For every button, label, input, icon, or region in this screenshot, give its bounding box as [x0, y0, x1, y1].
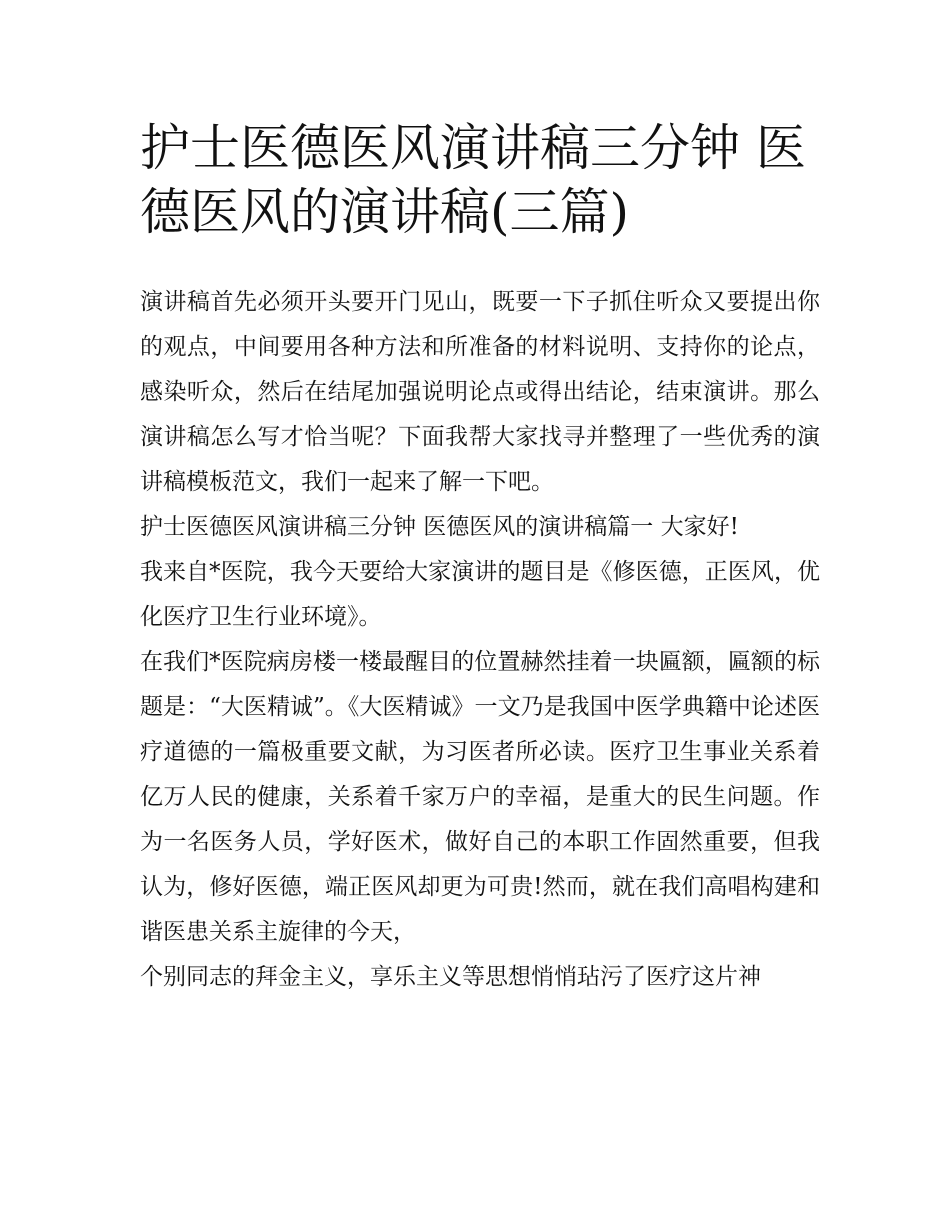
paragraph-hospital-plaque: 在我们*医院病房楼一楼最醒目的位置赫然挂着一块匾额，匾额的标题是：“大医精诚”。《大医精诚》一文乃是我国中医学典籍中论述医疗道德的一篇极重要文献，为习医者所必读。医疗卫生事业关系着亿万人民的健康，关系着千家万户的幸福，是重大的民生问题。作为一名医务人员，学好医术，做好自己的本职工作固然重要，但我认为，修好医德，端正医风却更为可贵!然而，就在我们高唱构建和谐医患关系主旋律的今天，	[140, 649, 820, 945]
paragraph-continuation: 个别同志的拜金主义，享乐主义等思想悄悄玷污了医疗这片神	[140, 964, 761, 990]
document-title: 护士医德医风演讲稿三分钟 医德医风的演讲稿(三篇)	[140, 119, 806, 241]
document-body	[140, 280, 820, 1000]
paragraph-speech-topic: 我来自*医院，我今天要给大家演讲的题目是《修医德，正医风，优化医疗卫生行业环境》。	[140, 559, 820, 630]
paragraph-section-heading: 护士医德医风演讲稿三分钟 医德医风的演讲稿篇一 大家好!	[140, 514, 739, 540]
paragraph-intro: 演讲稿首先必须开头要开门见山，既要一下子抓住听众又要提出你的观点，中间要用各种方法和所准备的材料说明、支持你的论点，感染听众，然后在结尾加强说明论点或得出结论，结束演讲。那么演讲稿怎么写才恰当呢？下面我帮大家找寻并整理了一些优秀的演讲稿模板范文，我们一起来了解一下吧。	[140, 289, 820, 495]
